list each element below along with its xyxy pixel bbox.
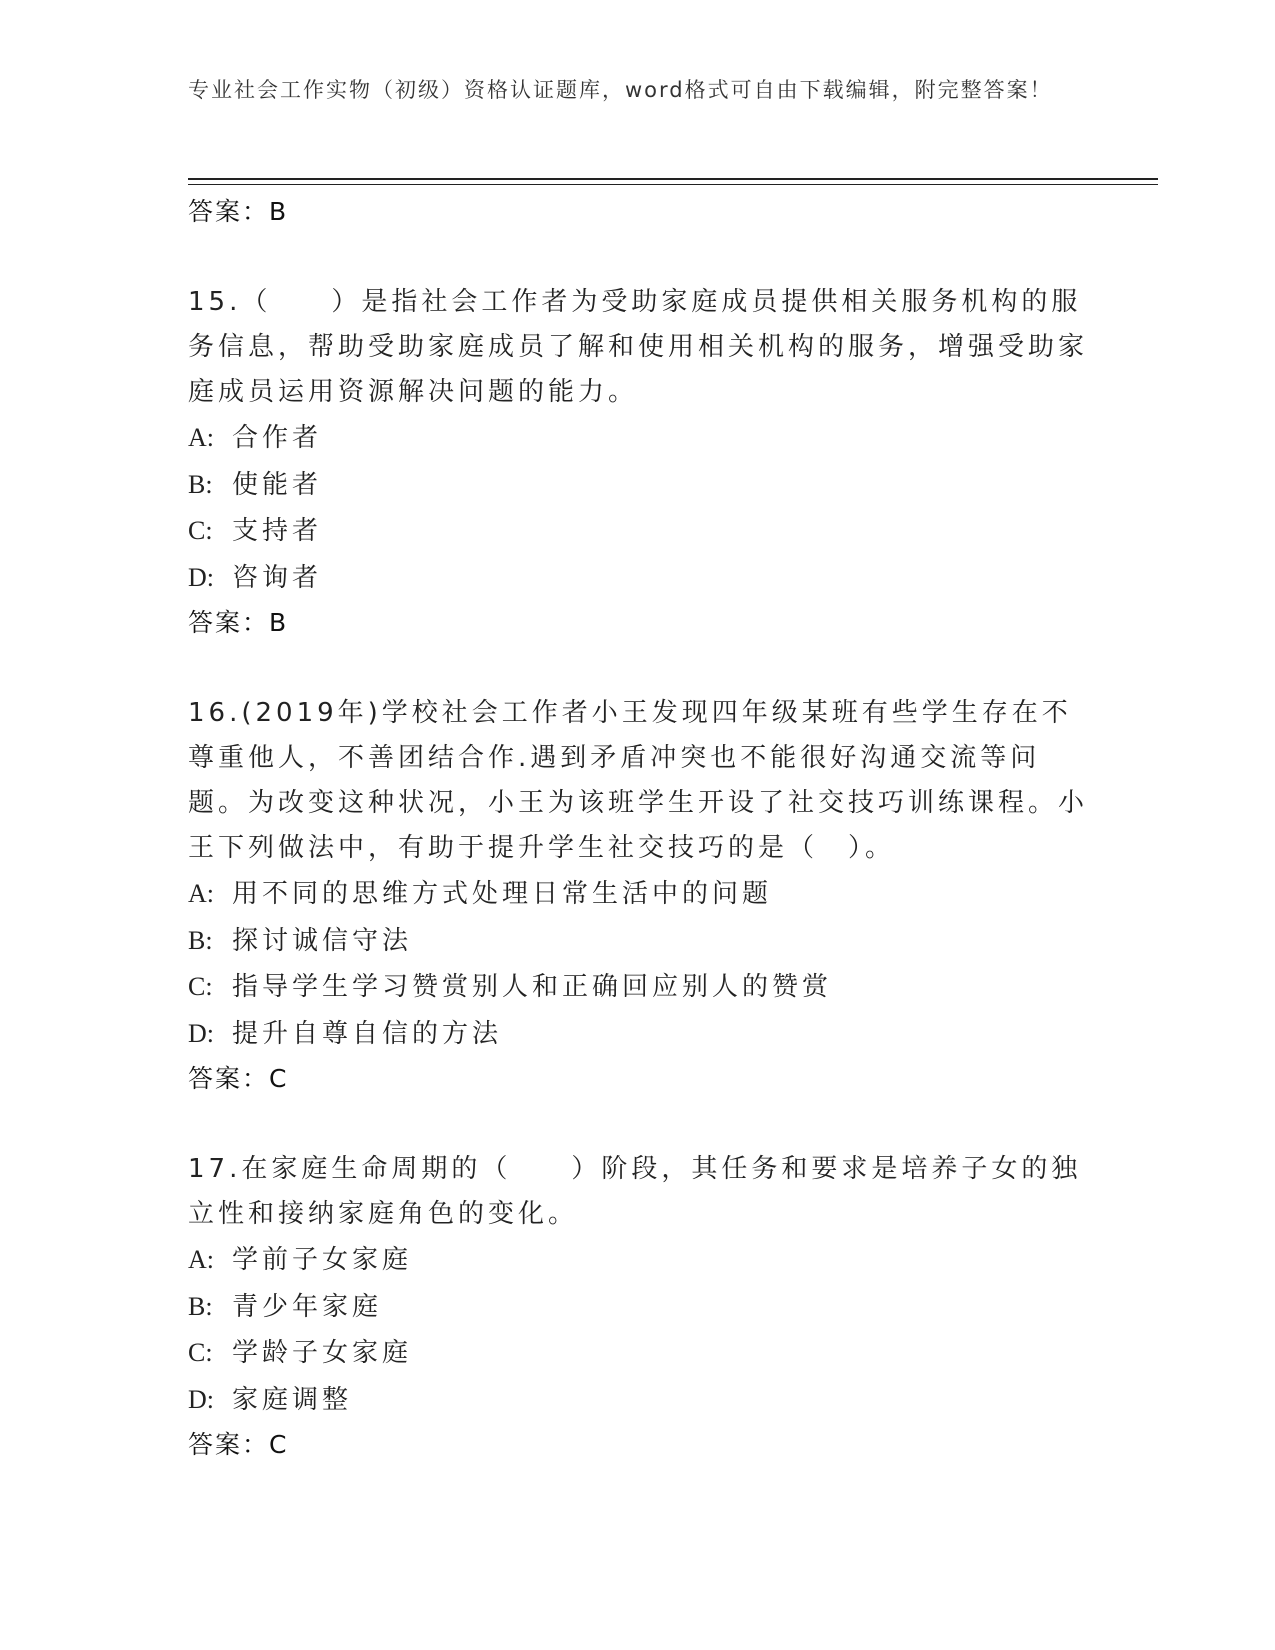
option-c bbox=[188, 508, 1088, 555]
option-c bbox=[188, 964, 1088, 1011]
option-b bbox=[188, 1284, 1088, 1331]
option-a bbox=[188, 871, 1088, 918]
option-b bbox=[188, 918, 1088, 965]
option-a bbox=[188, 415, 1088, 462]
option-c bbox=[188, 1330, 1088, 1377]
option-letter: C: bbox=[188, 1338, 213, 1367]
option-text: 支持者 bbox=[232, 516, 323, 546]
question-stem: 16.(2019年)学校社会工作者小王发现四年级某班有些学生存在不尊重他人，不善团结合作.遇到矛盾冲突也不能很好沟通交流等问题。为改变这种状况，小王为该班学生开设了社交技巧训练课程。小王下列做法中，有助于提升学生社交技巧的是（ ）。 bbox=[188, 698, 1089, 863]
option-text: 提升自尊自信的方法 bbox=[232, 1018, 503, 1049]
option-letter: D: bbox=[188, 562, 214, 592]
answer-line: 答案：C bbox=[188, 1064, 289, 1093]
question-item bbox=[188, 280, 1088, 645]
option-text: 学龄子女家庭 bbox=[232, 1338, 413, 1368]
option-d bbox=[188, 555, 1088, 602]
question-item bbox=[188, 691, 1088, 1101]
option-letter: B: bbox=[188, 1291, 213, 1321]
question-list bbox=[188, 190, 1088, 1467]
option-letter: B: bbox=[188, 925, 213, 955]
option-letter: B: bbox=[188, 469, 213, 499]
option-letter: A: bbox=[188, 1245, 214, 1274]
header-divider bbox=[188, 178, 1158, 185]
option-text: 指导学生学习赞赏别人和正确回应别人的赞赏 bbox=[232, 972, 833, 1002]
option-letter: C: bbox=[188, 972, 213, 1001]
option-letter: A: bbox=[188, 879, 214, 908]
answer-line: 答案：B bbox=[188, 197, 289, 226]
option-b bbox=[188, 462, 1088, 509]
option-d bbox=[188, 1011, 1088, 1058]
option-a bbox=[188, 1237, 1088, 1284]
option-d bbox=[188, 1377, 1088, 1424]
option-letter: A: bbox=[188, 423, 214, 452]
option-text: 合作者 bbox=[232, 423, 323, 453]
option-text: 用不同的思维方式处理日常生活中的问题 bbox=[232, 879, 773, 909]
option-letter: D: bbox=[188, 1018, 214, 1048]
question-stem: 17.在家庭生命周期的（ ）阶段，其任务和要求是培养子女的独立性和接纳家庭角色的变化。 bbox=[188, 1154, 1082, 1229]
option-letter: C: bbox=[188, 516, 213, 545]
question-item bbox=[188, 1147, 1088, 1467]
question-stem: 15.（ ）是指社会工作者为受助家庭成员提供相关服务机构的服务信息，帮助受助家庭成员了解和使用相关机构的服务，增强受助家庭成员运用资源解决问题的能力。 bbox=[188, 287, 1089, 407]
option-text: 探讨诚信守法 bbox=[232, 925, 413, 956]
option-text: 使能者 bbox=[232, 469, 323, 500]
answer-line: 答案：B bbox=[188, 608, 289, 637]
option-text: 家庭调整 bbox=[232, 1384, 353, 1415]
option-letter: D: bbox=[188, 1384, 214, 1414]
option-text: 青少年家庭 bbox=[232, 1291, 383, 1322]
answer-line: 答案：C bbox=[188, 1430, 289, 1459]
option-text: 咨询者 bbox=[232, 562, 323, 593]
page-header: 专业社会工作实物（初级）资格认证题库，word格式可自由下载编辑，附完整答案！ bbox=[188, 78, 1053, 102]
option-text: 学前子女家庭 bbox=[232, 1245, 413, 1275]
